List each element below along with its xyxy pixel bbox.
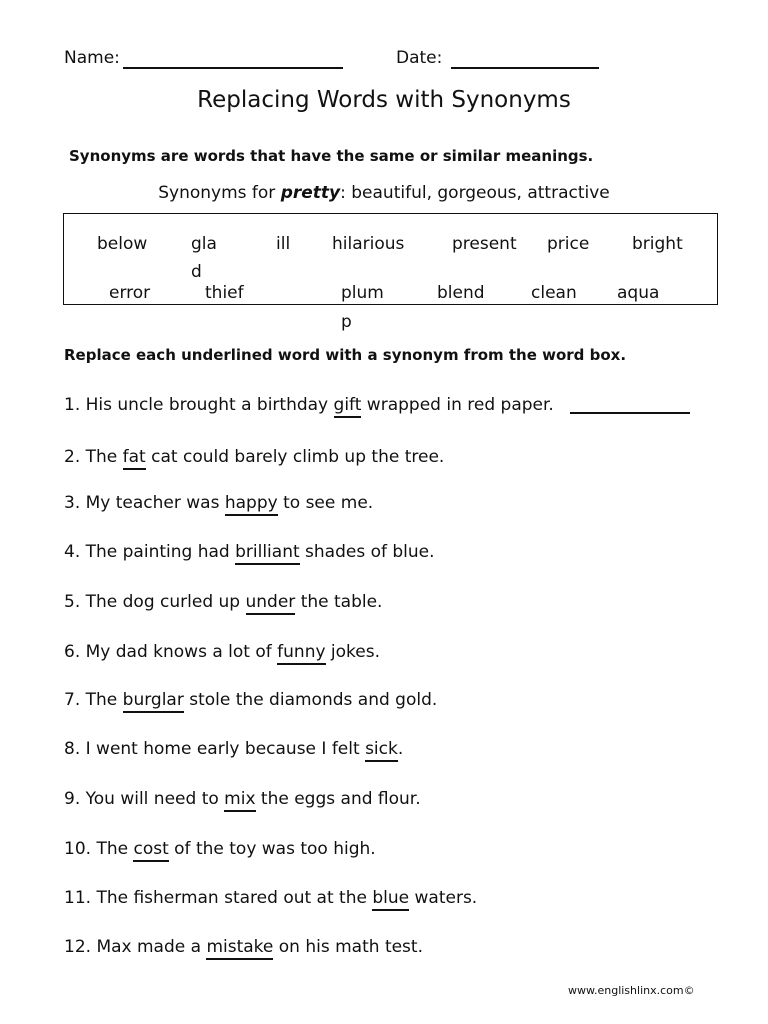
answer-line[interactable] [570,412,690,414]
question-item: 4. The painting had brilliant shades of blue. [64,542,435,562]
word-box-item: clean [531,283,577,303]
underlined-word: cost [133,839,168,862]
word-box-item-wrap: d [191,262,202,282]
worksheet-title: Replacing Words with Synonyms [197,87,571,113]
question-item: 8. I went home early because I felt sick. [64,739,403,759]
name-field-line[interactable] [123,67,343,69]
word-box-item: ill [276,234,291,254]
underlined-word: fat [123,447,146,470]
word-box-item: bright [632,234,683,254]
date-field-line[interactable] [451,67,599,69]
underlined-word: brilliant [235,542,300,565]
word-box-item: thief [205,283,244,303]
word-box-item: error [109,283,151,303]
question-item: 2. The fat cat could barely climb up the tree. [64,447,444,467]
underlined-word: under [246,592,296,615]
word-box-item: hilarious [332,234,405,254]
question-item: 11. The fisherman stared out at the blue waters. [64,888,477,908]
question-item: 5. The dog curled up under the table. [64,592,382,612]
footer-website: www.englishlinx.com© [568,984,695,997]
underlined-word: funny [277,642,325,665]
word-box-item: gla [191,234,217,254]
example-line [0,183,768,203]
word-box-item: present [452,234,517,254]
underlined-word: happy [225,493,278,516]
underlined-word: sick [365,739,398,762]
underlined-word: mistake [206,937,273,960]
underlined-word: blue [372,888,409,911]
word-box-item: blend [437,283,485,303]
example-suffix: : beautiful, gorgeous, attractive [340,183,610,203]
question-item: 1. His uncle brought a birthday gift wrapped in red paper. [64,395,554,415]
question-item: 9. You will need to mix the eggs and flour. [64,789,421,809]
underlined-word: gift [334,395,362,418]
question-item: 6. My dad knows a lot of funny jokes. [64,642,380,662]
question-item: 10. The cost of the toy was too high. [64,839,376,859]
question-item: 12. Max made a mistake on his math test. [64,937,423,957]
word-box-item: plum [341,283,384,303]
word-box-item: below [97,234,148,254]
underlined-word: mix [224,789,255,812]
instructions-text: Replace each underlined word with a synonym from the word box. [64,346,627,364]
question-item: 7. The burglar stole the diamonds and gold. [64,690,437,710]
date-label: Date: [396,48,443,68]
name-label: Name: [64,48,120,68]
definition-text: Synonyms are words that have the same or similar meanings. [69,147,594,165]
example-prefix: Synonyms for [158,183,281,203]
word-box-item: price [547,234,590,254]
word-box-item-wrap: p [341,312,352,332]
word-box-item: aqua [617,283,660,303]
underlined-word: burglar [123,690,184,713]
example-word: pretty [280,183,341,203]
question-item: 3. My teacher was happy to see me. [64,493,373,513]
